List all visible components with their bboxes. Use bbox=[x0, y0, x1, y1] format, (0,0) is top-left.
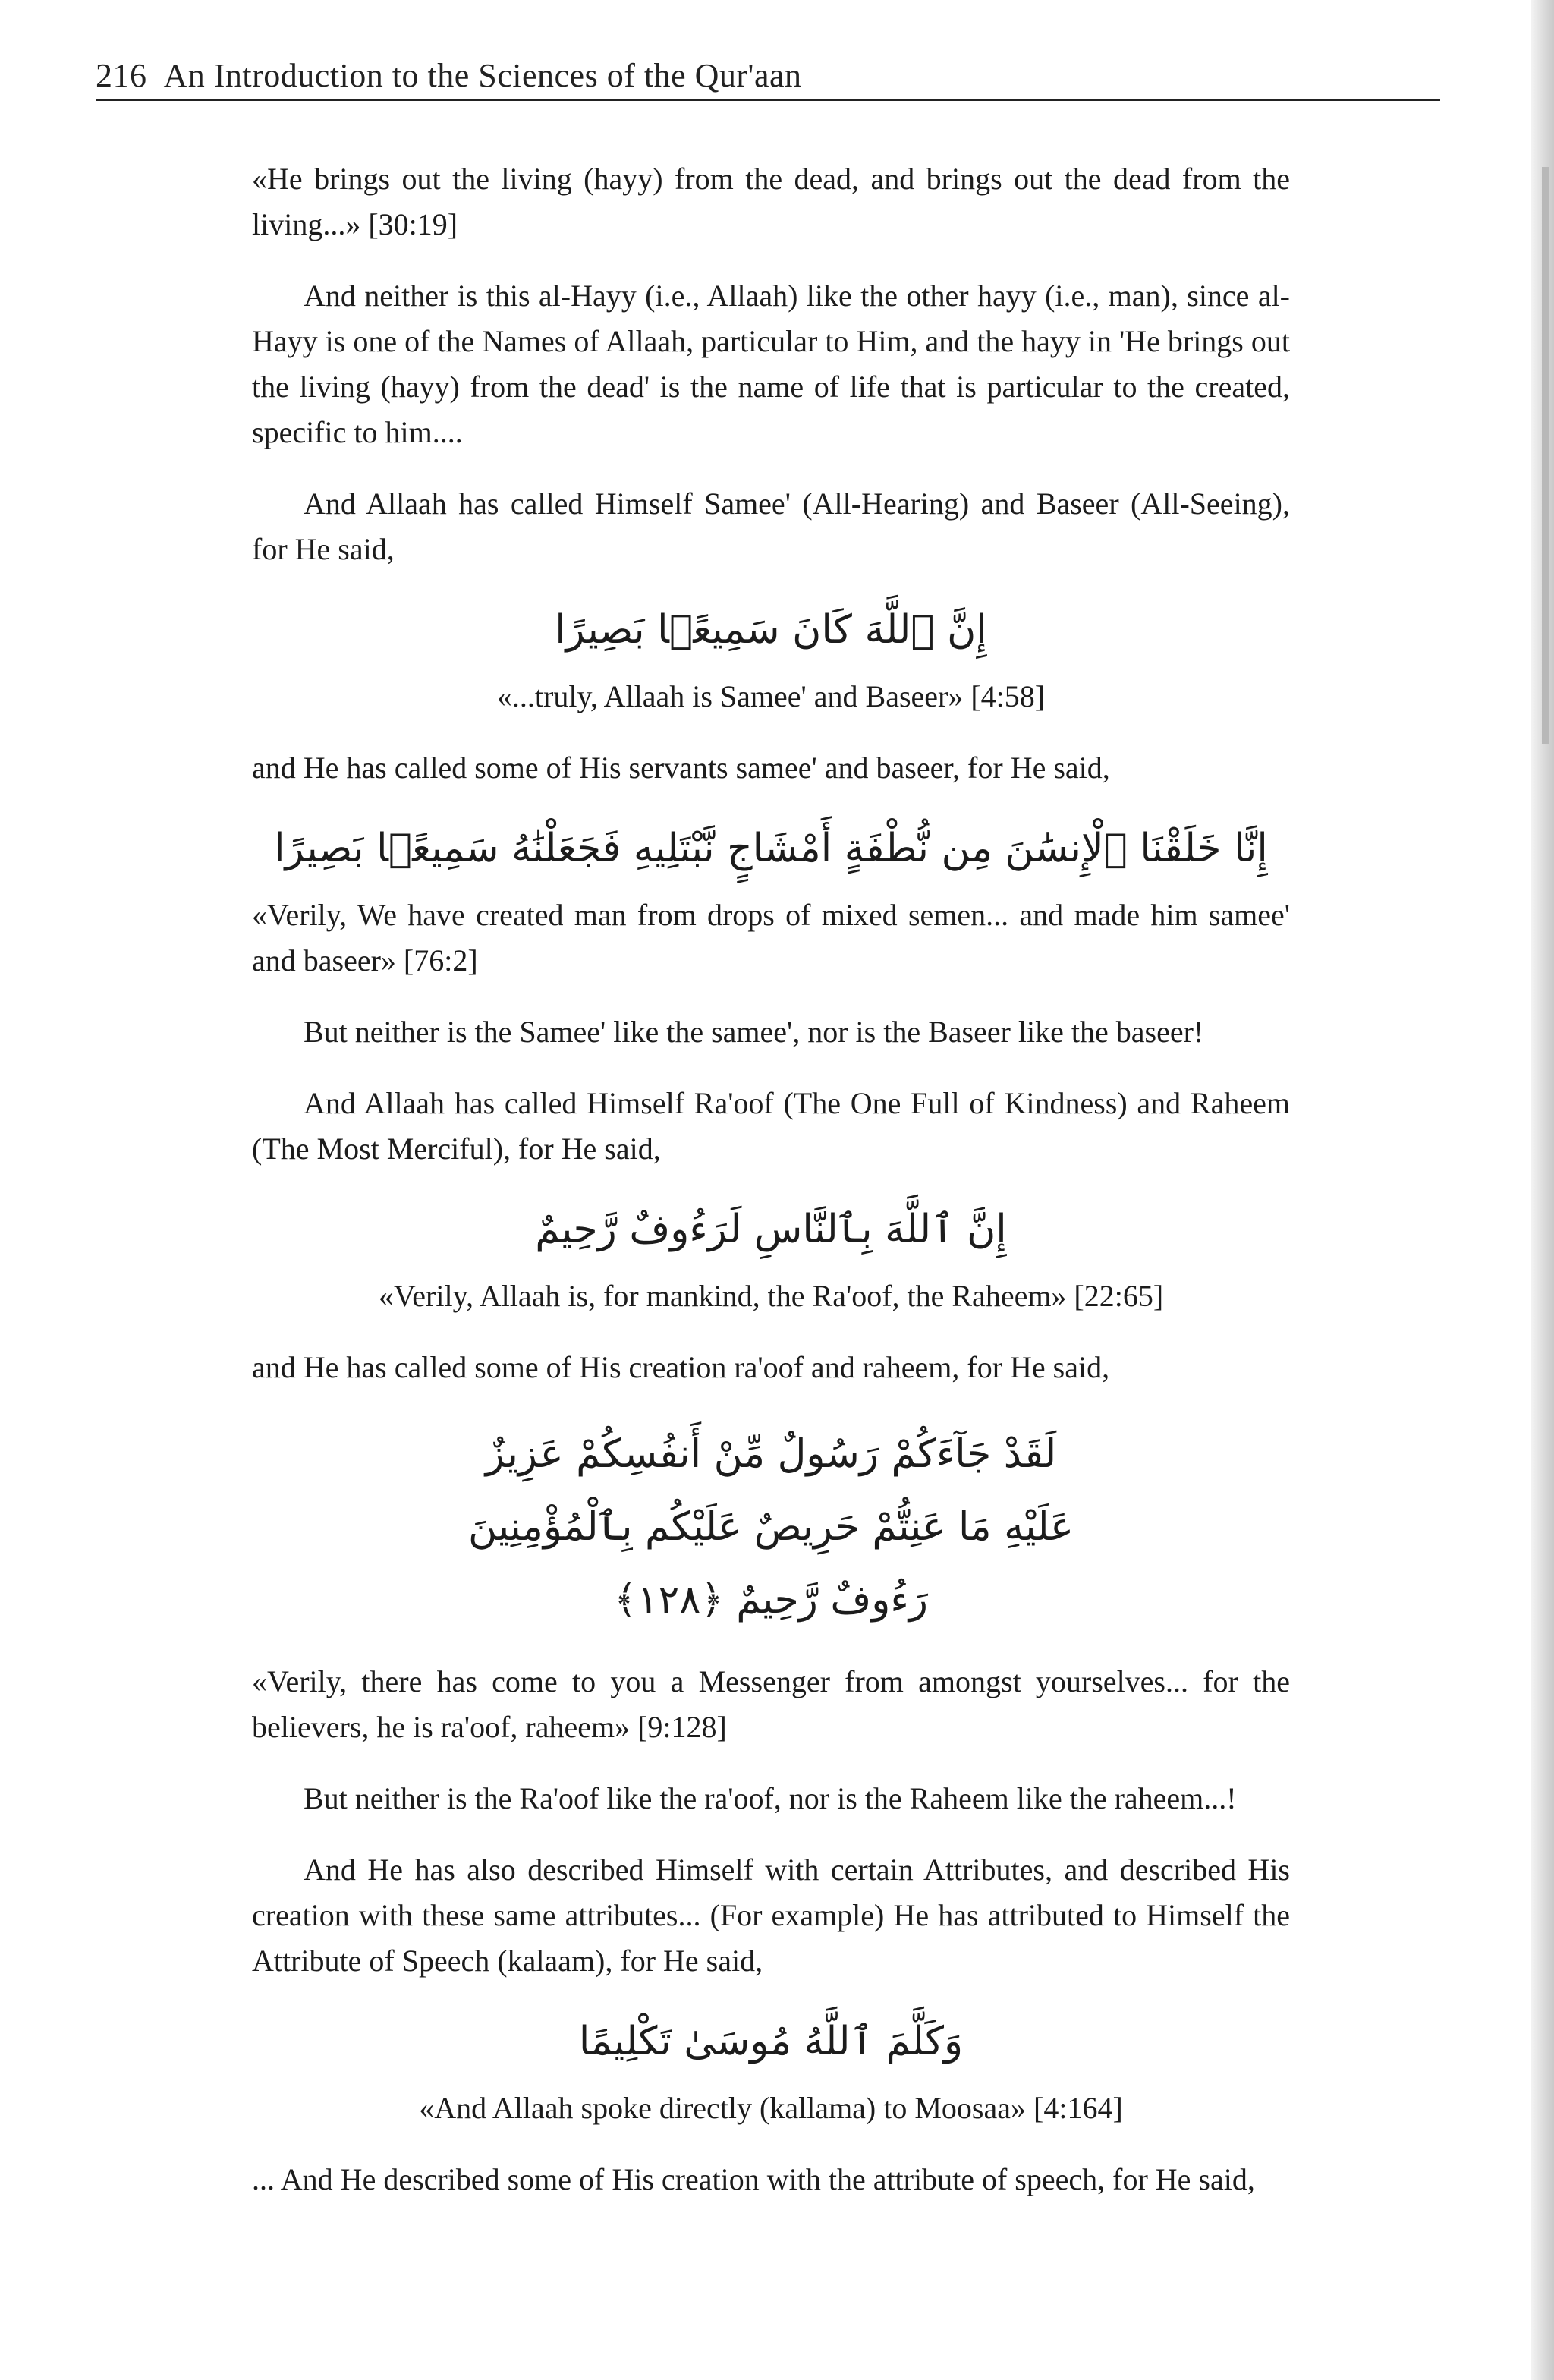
page-body bbox=[252, 156, 1290, 2228]
paragraph-servants: and He has called some of His servants samee' and baseer, for He said, bbox=[252, 751, 1110, 785]
paragraph-quote-9-128: «Verily, there has come to you a Messenger from amongst yourselves... for the believers, he is ra'oof, raheem» [9:128] bbox=[252, 1664, 1290, 1744]
running-header bbox=[96, 56, 1440, 101]
arabic-verse-9-128 bbox=[252, 1418, 1290, 1636]
paragraph-al-hayy: And neither is this al-Hayy (i.e., Allaah) like the other hayy (i.e., man), since al-Hayy is one of the Names of Allaah, particular to Him, and the hayy in 'He brings out the living (hayy) from the dead' is the name of life that is particular to the created, specific to him.... bbox=[252, 279, 1290, 449]
citation-4-58: «...truly, Allaah is Samee' and Baseer» [4:58] bbox=[496, 679, 1046, 713]
paragraph-raoof-raheem: And Allaah has called Himself Ra'oof (The One Full of Kindness) and Raheem (The Most Merciful), for He said, bbox=[252, 1086, 1290, 1166]
page-edge bbox=[1531, 0, 1554, 2380]
paragraph-raoof-comparison: But neither is the Ra'oof like the ra'oof, nor is the Raheem like the raheem...! bbox=[304, 1781, 1237, 1815]
arabic-verse-9-128-line-3: رَءُوفٌ رَّحِيمٌ ﴿١٢٨﴾ bbox=[614, 1577, 928, 1623]
book-title: An Introduction to the Sciences of the Qur'aan bbox=[163, 57, 802, 94]
paragraph-quote-30-19: «He brings out the living (hayy) from the dead, and brings out the dead from the living...» [30:19] bbox=[252, 162, 1290, 241]
arabic-verse-4-164: وَكَلَّمَ ٱللَّهُ مُوسَىٰ تَكْلِيمًا bbox=[578, 2019, 964, 2064]
citation-4-164: «And Allaah spoke directly (kallama) to Moosaa» [4:164] bbox=[419, 2091, 1123, 2125]
citation-22-65: «Verily, Allaah is, for mankind, the Ra'oof, the Raheem» [22:65] bbox=[378, 1279, 1164, 1313]
paragraph-quote-76-2: «Verily, We have created man from drops of mixed semen... and made him samee' and baseer» [76:2] bbox=[252, 898, 1290, 978]
paragraph-samee-comparison: But neither is the Samee' like the samee', nor is the Baseer like the baseer! bbox=[304, 1015, 1204, 1049]
paragraph-creation-raoof: and He has called some of His creation ra'oof and raheem, for He said, bbox=[252, 1350, 1110, 1384]
arabic-verse-9-128-line-1: لَقَدْ جَآءَكُمْ رَسُولٌ مِّنْ أَنفُسِكُمْ عَزِيزٌ bbox=[485, 1431, 1057, 1477]
arabic-verse-4-58: إِنَّ ٱللَّهَ كَانَ سَمِيعًۢا بَصِيرًا bbox=[555, 607, 987, 653]
page-edge-shadow bbox=[1542, 167, 1549, 744]
paragraph-speech: ... And He described some of His creation with the attribute of speech, for He said, bbox=[252, 2162, 1255, 2196]
arabic-verse-9-128-line-2: عَلَيْهِ مَا عَنِتُّمْ حَرِيصٌ عَلَيْكُم بِٱلْمُؤْمِنِينَ bbox=[468, 1504, 1074, 1550]
arabic-verse-76-2: إِنَّا خَلَقْنَا ٱلْإِنسَٰنَ مِن نُّطْفَةٍ أَمْشَاجٍ نَّبْتَلِيهِ فَجَعَلْنَٰهُ سَمِيعًۢا بَصِيرًا bbox=[274, 826, 1268, 871]
page-number: 216 bbox=[96, 57, 147, 94]
paragraph-attributes: And He has also described Himself with certain Attributes, and described His creation with these same attributes... (For example) He has attributed to Himself the Attribute of Speech (kalaam), for He said, bbox=[252, 1853, 1290, 1978]
arabic-verse-22-65: إِنَّ ٱللَّهَ بِٱلنَّاسِ لَرَءُوفٌ رَّحِيمٌ bbox=[535, 1207, 1007, 1252]
paragraph-samee-baseer: And Allaah has called Himself Samee' (All-Hearing) and Baseer (All-Seeing), for He said, bbox=[252, 486, 1290, 566]
